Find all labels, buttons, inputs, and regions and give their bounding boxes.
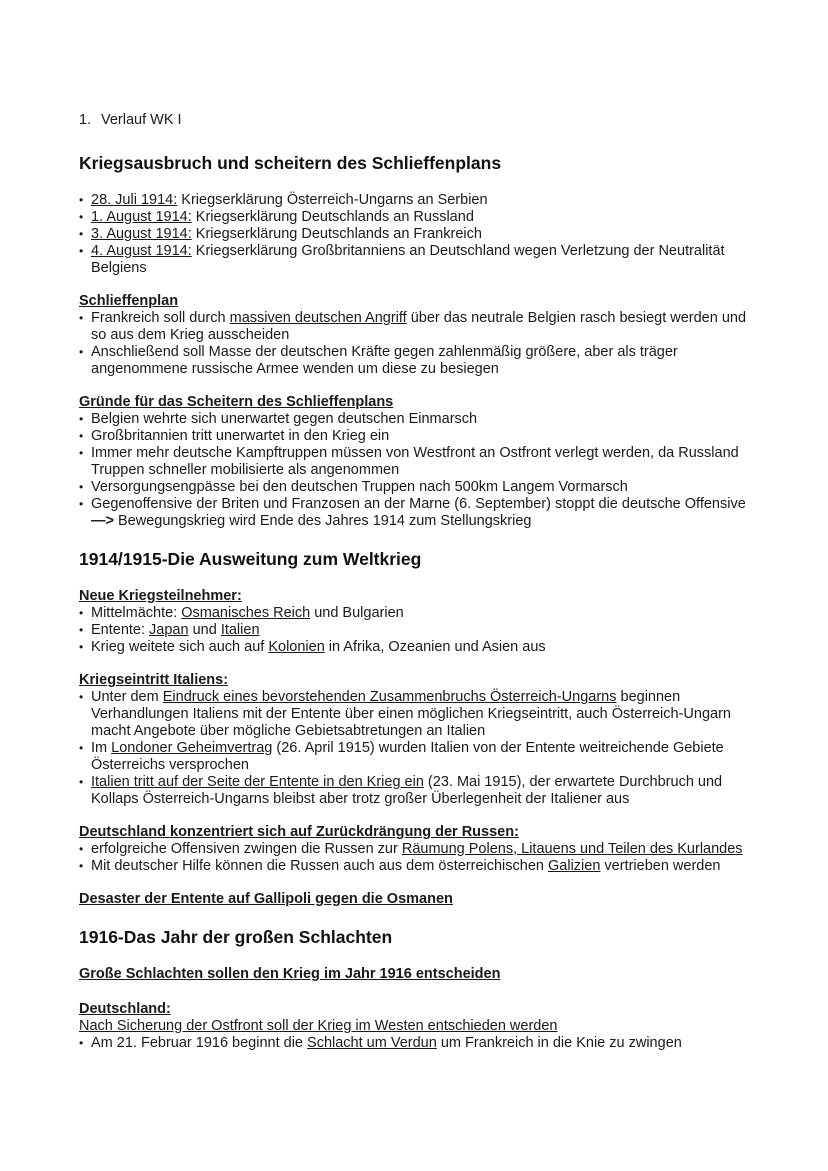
subheading-russia: Deutschland konzentriert sich auf Zurückdrängung der Russen: [79,824,519,840]
list-item: • Versorgungsengpässe bei den deutschen Truppen nach 500km Langem Vormarsch [79,479,749,496]
germany-line: Nach Sicherung der Ostfront soll der Krieg im Westen entschieden werden [79,1018,558,1034]
plan-list [79,310,749,378]
subheading-gallipoli: Desaster der Entente auf Gallipoli gegen die Osmanen [79,891,453,907]
section-title-weltkrieg: 1914/1915-Die Ausweitung zum Weltkrieg [79,549,422,569]
list-item: • Unter dem Eindruck eines bevorstehenden Zusammenbruchs Österreich-Ungarns beginnen Verhandlungen Italiens mit der Entente über einen möglichen Kriegseintritt, auch Österreich-Ungarn macht Angebote über mögliche Gebietsabtretungen an Italien [79,689,749,740]
document-page [79,110,749,1052]
subheading-schlieffenplan: Schlieffenplan [79,293,179,309]
list-item: • Gegenoffensive der Briten und Franzosen an der Marne (6. September) stoppt die deutsche Offensive—> Bewegungskrieg wird Ende des Jahres 1914 zum Stellungskrieg [79,496,749,530]
list-item: • Anschließend soll Masse der deutschen Kräfte gegen zahlenmäßig größere, aber als träger angenommene russische Armee wenden um diese zu besiegen [79,344,749,378]
list-item: • erfolgreiche Offensiven zwingen die Russen zur Räumung Polens, Litauens und Teilen des Kurlandes [79,841,749,858]
list-item: • 4. August 1914: Kriegserklärung Großbritanniens an Deutschland wegen Verletzung der Neutralität Belgiens [79,243,749,277]
list-item: • Am 21. Februar 1916 beginnt die Schlacht um Verdun um Frankreich in die Knie zu zwingen [79,1035,749,1052]
heading-number: 1. [79,112,92,128]
list-item: • Krieg weitete sich auch auf Kolonien in Afrika, Ozeanien und Asien aus [79,639,749,656]
subheading-germany: Deutschland: [79,1001,171,1017]
list-item: • Italien tritt auf der Seite der Entente in den Krieg ein (23. Mai 1915), der erwartete Durchbruch und Kollaps Österreich-Ungarns bleibst aber trotz großer Überlegenheit der Italiener aus [79,774,749,808]
list-item: • Im Londoner Geheimvertrag (26. April 1915) wurden Italien von der Entente weitreichende Gebiete Österreichs versprochen [79,740,749,774]
list-item: • 28. Juli 1914: Kriegserklärung Österreich-Ungarns an Serbien [79,192,749,209]
russia-list [79,841,749,875]
subheading-reasons: Gründe für das Scheitern des Schlieffenplans [79,394,394,410]
arrow: —> [91,513,114,529]
subheading-italy: Kriegseintritt Italiens: [79,672,229,688]
subheading-big-battles: Große Schlachten sollen den Krieg im Jahr 1916 entscheiden [79,966,501,982]
participants-list [79,605,749,656]
numbered-heading [79,110,749,130]
list-item: • 3. August 1914: Kriegserklärung Deutschlands an Frankreich [79,226,749,243]
list-item: • Belgien wehrte sich unerwartet gegen deutschen Einmarsch [79,411,749,428]
declarations-list [79,192,749,277]
list-item: • Mit deutscher Hilfe können die Russen auch aus dem österreichischen Galizien vertrieben werden [79,858,749,875]
section-title-1916: 1916-Das Jahr der großen Schlachten [79,927,393,947]
list-item: • 1. August 1914: Kriegserklärung Deutschlands an Russland [79,209,749,226]
list-item: • Frankreich soll durch massiven deutschen Angriff über das neutrale Belgien rasch besiegt werden und so aus dem Krieg ausscheiden [79,310,749,344]
list-item: • Großbritannien tritt unerwartet in den Krieg ein [79,428,749,445]
germany-list [79,1035,749,1052]
list-item: • Immer mehr deutsche Kampftruppen müssen von Westfront an Ostfront verlegt werden, da Russland Truppen schneller mobilisierte als angenommen [79,445,749,479]
reasons-list [79,411,749,530]
list-item: • Mittelmächte: Osmanisches Reich und Bulgarien [79,605,749,622]
list-item: • Entente: Japan und Italien [79,622,749,639]
italy-list [79,689,749,808]
heading-text: Verlauf WK I [101,112,182,128]
subheading-participants: Neue Kriegsteilnehmer: [79,588,242,604]
section-title-schlieffen: Kriegsausbruch und scheitern des Schlieffenplans [79,153,502,173]
